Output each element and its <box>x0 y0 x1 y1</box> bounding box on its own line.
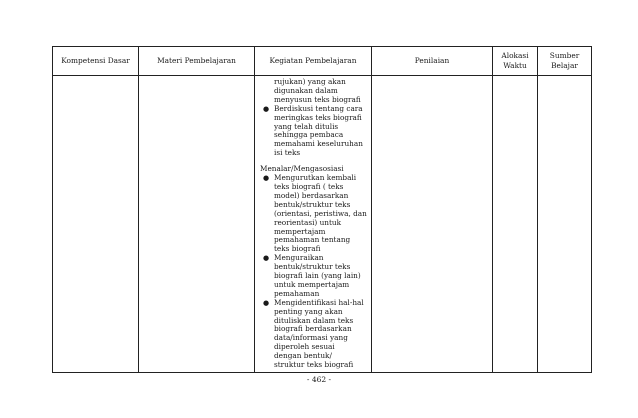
text-line: menyusun teks biografi <box>274 94 361 104</box>
text-line: pemahaman <box>274 288 320 298</box>
text-line: isi teks <box>274 148 301 158</box>
header-waktu: Waktu <box>503 61 527 70</box>
text-line: sehingga pembaca <box>274 130 344 140</box>
text-line: model) berdasarkan <box>274 190 349 200</box>
cell-alokasi-waktu <box>493 76 538 373</box>
activity-list-1 <box>260 105 368 158</box>
text-line: Berdiskusi tentang cara <box>274 103 363 113</box>
text-line: mempertajam <box>274 226 326 236</box>
header-alokasi: Alokasi <box>501 51 529 60</box>
bullet-icon: ● <box>263 254 270 263</box>
header-sumber-belajar: Sumber Belajar <box>538 47 592 76</box>
text-line: penting yang akan <box>274 306 343 316</box>
text-line: digunakan dalam <box>274 85 338 95</box>
text-line: rujukan) yang akan <box>274 77 346 86</box>
section-heading: Menalar/Mengasosiasi <box>260 164 344 174</box>
cell-kompetensi-dasar <box>53 76 139 373</box>
activity-list-2 <box>260 174 368 370</box>
header-materi-pembelajaran: Materi Pembelajaran <box>139 47 255 76</box>
table-header-row <box>53 47 592 76</box>
text-line: pemahaman tentang <box>274 235 351 245</box>
bullet-icon: ● <box>263 104 270 113</box>
text-line: teks biografi ( teks <box>274 181 344 191</box>
header-penilaian: Penilaian <box>372 47 493 76</box>
list-item <box>260 254 368 299</box>
text-line: meringkas teks biografi <box>274 112 362 122</box>
header-kompetensi-dasar: Kompetensi Dasar <box>53 47 139 76</box>
text-line: bentuk/struktur teks <box>274 199 351 209</box>
text-line: memahami keseluruhan <box>274 139 363 149</box>
table-row <box>53 76 592 373</box>
cell-materi-pembelajaran <box>139 76 255 373</box>
header-alokasi-waktu <box>493 47 538 76</box>
text-line: data/informasi yang <box>274 333 348 343</box>
text-line: untuk mempertajam <box>274 279 350 289</box>
text-line: biografi berdasarkan <box>274 324 352 334</box>
cell-penilaian <box>372 76 493 373</box>
page-number: - 462 - <box>306 375 332 384</box>
header-kegiatan-pembelajaran: Kegiatan Pembelajaran <box>255 47 372 76</box>
cell-sumber-belajar <box>538 76 592 373</box>
bullet-icon: ● <box>263 298 270 307</box>
text-line: yang telah ditulis <box>274 121 339 131</box>
text-line: Mengidentifikasi hal-hal <box>274 297 364 307</box>
text-line: Mengurutkan kembali <box>274 173 357 183</box>
lesson-plan-table <box>52 46 592 373</box>
text-line: diperoleh sesuai <box>274 342 335 352</box>
list-item <box>260 299 368 370</box>
text-line: bentuk/struktur teks <box>274 262 351 272</box>
list-item <box>260 174 368 254</box>
text-line: struktur teks biografi <box>274 360 354 370</box>
kegiatan-content <box>255 76 371 370</box>
text-line: teks biografi <box>274 244 321 254</box>
text-line: reorientasi) untuk <box>274 217 342 227</box>
text-line: biografi lain (yang lain) <box>274 271 361 281</box>
continued-text <box>260 78 368 105</box>
text-line: dituliskan dalam teks <box>274 315 354 325</box>
text-line: (orientasi, peristiwa, dan <box>274 208 367 218</box>
text-line: Menguraikan <box>274 253 324 263</box>
list-item <box>260 105 368 158</box>
text-line: dengan bentuk/ <box>274 351 332 361</box>
bullet-icon: ● <box>263 174 270 183</box>
cell-kegiatan-pembelajaran <box>255 76 372 373</box>
